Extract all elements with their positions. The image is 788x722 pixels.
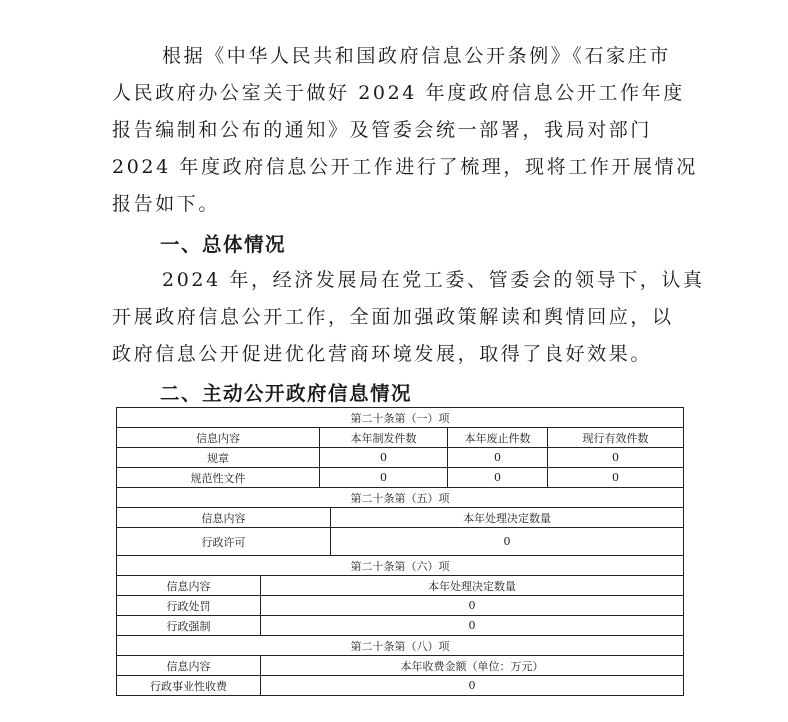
table-row [117,615,683,635]
table-cell: 0 [260,596,683,615]
table-cell: 0 [547,468,683,487]
overview-line: 2024 年，经济发展局在党工委、管委会的领导下，认真 [162,269,705,291]
section-heading-active-disclosure: 二、主动公开政府信息情况 [160,382,413,405]
table-header-cell: 本年处理决定数量 [260,576,683,595]
intro-line: 报告编制和公布的通知》及管委会统一部署，我局对部门 [112,119,653,141]
table-header-cell: 信息内容 [166,659,211,673]
table-section-title-row [117,555,683,575]
table-header-row [117,655,683,675]
intro-line: 根据《中华人民共和国政府信息公开条例》《石家庄市 [162,45,671,67]
table-cell: 行政强制 [166,619,211,633]
section-heading-overview: 一、总体情况 [160,233,287,256]
table-cell: 0 [260,676,683,695]
table-cell: 0 [447,468,547,487]
table-header-row [117,427,683,447]
table-cell: 0 [447,448,547,467]
table-cell: 0 [260,616,683,635]
table-header-cell: 本年废止件数 [447,428,547,447]
table-cell: 0 [319,448,447,467]
intro-line: 人民政府办公室关于做好 2024 年度政府信息公开工作年度 [112,82,685,104]
table-row [117,467,683,487]
table-header-cell: 本年处理决定数量 [330,508,683,527]
overview-paragraph [112,262,705,373]
table-section-title: 第二十条第（八）项 [350,639,450,653]
table-header-cell: 本年收费金额（单位：万元） [260,656,683,675]
table-header-cell: 信息内容 [196,431,240,445]
table-section-title: 第二十条第（一）项 [350,411,450,425]
table-section-title: 第二十条第（六）项 [350,559,450,573]
intro-paragraph [112,38,698,223]
table-cell: 规章 [207,451,229,465]
table-cell: 0 [319,468,447,487]
intro-line: 2024 年度政府信息公开工作进行了梳理，现将工作开展情况 [112,156,698,178]
table-section-title-row [117,487,683,507]
overview-line: 开展政府信息公开工作，全面加强政策解读和舆情回应，以 [112,306,674,328]
overview-line: 政府信息公开促进优化营商环境发展，取得了良好效果。 [112,343,653,365]
table-section-title: 第二十条第（五）项 [350,491,450,505]
table-header-cell: 信息内容 [201,511,246,525]
table-header-row [117,575,683,595]
table-cell: 行政处罚 [166,599,211,613]
table-header-cell: 现行有效件数 [547,428,683,447]
disclosure-table [116,407,684,696]
table-header-cell: 本年制发件数 [319,428,447,447]
table-section-title-row [117,635,683,655]
table-cell: 规范性文件 [190,471,246,485]
table-row [117,675,683,695]
intro-line: 报告如下。 [112,193,221,215]
table-cell: 0 [330,528,683,555]
table-header-cell: 信息内容 [166,579,211,593]
table-cell: 0 [547,448,683,467]
table-row [117,447,683,467]
table-row [117,595,683,615]
table-cell: 行政许可 [201,535,246,549]
table-row [117,527,683,555]
table-cell: 行政事业性收费 [150,679,227,693]
table-header-row [117,507,683,527]
table-section-title-row [117,408,683,427]
